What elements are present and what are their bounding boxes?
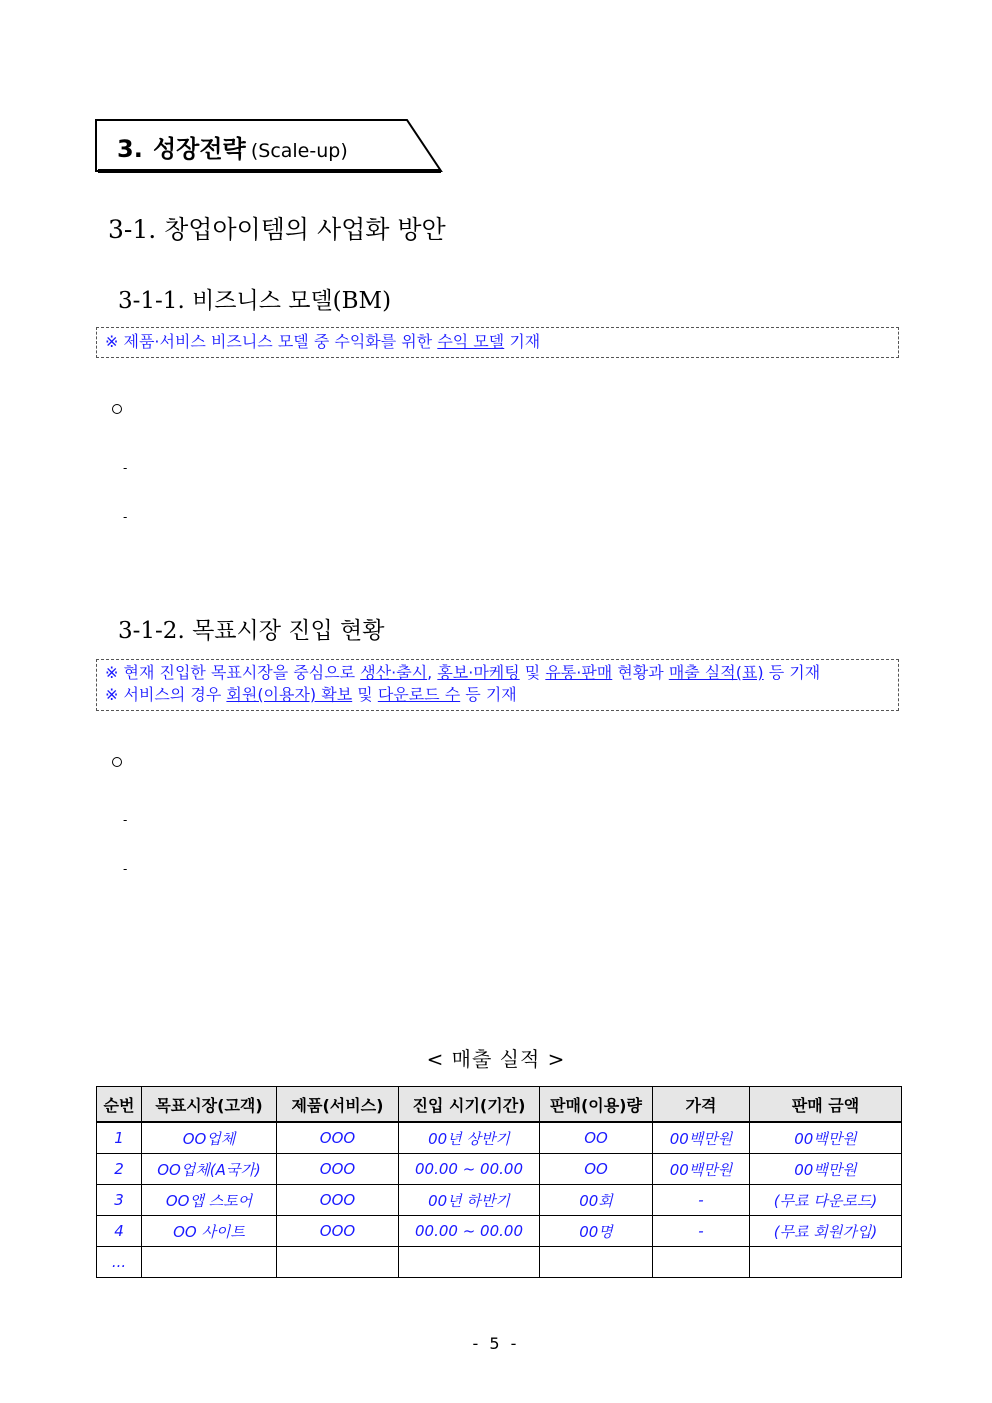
section-number: 3. bbox=[117, 135, 143, 163]
table-cell: 4 bbox=[97, 1216, 142, 1247]
section-header bbox=[95, 119, 445, 173]
sales-table bbox=[96, 1086, 902, 1278]
table-cell: 3 bbox=[97, 1185, 142, 1216]
guide-box-business-model bbox=[96, 327, 899, 358]
dash-bullet: - bbox=[123, 813, 128, 827]
guide-text: 현황과 bbox=[612, 663, 669, 682]
guide-text: 등 기재 bbox=[763, 663, 821, 682]
table-row bbox=[97, 1122, 902, 1154]
heading-3-1-2: 3-1-2. 목표시장 진입 현황 bbox=[118, 618, 385, 644]
guide-underlined-text: 유통·판매 bbox=[545, 663, 613, 682]
table-cell: 00명 bbox=[540, 1216, 653, 1247]
header-cell: 제품(서비스) bbox=[277, 1087, 399, 1123]
guide-underlined-text: 회원(이용자) 확보 bbox=[226, 685, 353, 704]
table-cell: OO bbox=[540, 1122, 653, 1154]
table-cell bbox=[653, 1247, 750, 1278]
dash-bullet: - bbox=[123, 461, 128, 475]
table-cell bbox=[399, 1247, 540, 1278]
header-cell: 판매(이용)량 bbox=[540, 1087, 653, 1123]
guide-text: 등 기재 bbox=[460, 685, 517, 704]
circle-bullet-icon bbox=[112, 757, 122, 767]
table-cell bbox=[750, 1247, 902, 1278]
guide-text: , bbox=[427, 663, 438, 682]
table-cell: 00회 bbox=[540, 1185, 653, 1216]
table-cell: 00.00 ~ 00.00 bbox=[399, 1154, 540, 1185]
header-cell: 가격 bbox=[653, 1087, 750, 1123]
table-cell bbox=[277, 1247, 399, 1278]
page-number: - 5 - bbox=[472, 1334, 520, 1353]
table-cell bbox=[142, 1247, 277, 1278]
table-cell: OOO bbox=[277, 1154, 399, 1185]
table-cell bbox=[540, 1247, 653, 1278]
header-cell: 판매 금액 bbox=[750, 1087, 902, 1123]
guide-underlined-text: 다운로드 수 bbox=[377, 685, 461, 704]
guide-text: ※ 서비스의 경우 bbox=[105, 685, 227, 704]
table-cell: (무료 회원가입) bbox=[750, 1216, 902, 1247]
table-cell: 00.00 ~ 00.00 bbox=[399, 1216, 540, 1247]
guide-line bbox=[105, 684, 890, 706]
table-cell: 00백만원 bbox=[653, 1122, 750, 1154]
dash-bullet: - bbox=[123, 862, 128, 876]
guide-text: 및 bbox=[352, 685, 378, 704]
header-cell: 진입 시기(기간) bbox=[399, 1087, 540, 1123]
table-cell: OOO bbox=[277, 1216, 399, 1247]
table-cell: OO업체(A국가) bbox=[142, 1154, 277, 1185]
table-cell: ... bbox=[97, 1247, 142, 1278]
table-cell: OO앱 스토어 bbox=[142, 1185, 277, 1216]
table-cell: 00년 하반기 bbox=[399, 1185, 540, 1216]
guide-text: 및 bbox=[519, 663, 546, 682]
guide-text: ※ 현재 진입한 목표시장을 중심으로 bbox=[105, 663, 361, 682]
table-cell: 00백만원 bbox=[653, 1154, 750, 1185]
table-cell: OO bbox=[540, 1154, 653, 1185]
dash-bullet: - bbox=[123, 510, 128, 524]
table-cell: 1 bbox=[97, 1122, 142, 1154]
table-cell: 2 bbox=[97, 1154, 142, 1185]
table-cell: OO 사이트 bbox=[142, 1216, 277, 1247]
table-cell: 00년 상반기 bbox=[399, 1122, 540, 1154]
guide-text: ※ 제품·서비스 비즈니스 모델 중 수익화를 위한 bbox=[105, 332, 438, 351]
table-row bbox=[97, 1216, 902, 1247]
guide-underlined-text: 홍보·마케팅 bbox=[437, 663, 520, 682]
table-caption: < 매출 실적 > bbox=[426, 1047, 566, 1071]
guide-box-market-entry bbox=[96, 659, 899, 711]
header-cell: 목표시장(고객) bbox=[142, 1087, 277, 1123]
table-row bbox=[97, 1247, 902, 1278]
heading-3-1-1: 3-1-1. 비즈니스 모델(BM) bbox=[118, 288, 392, 314]
table-row bbox=[97, 1154, 902, 1185]
table-cell: 00백만원 bbox=[750, 1122, 902, 1154]
table-cell: - bbox=[653, 1216, 750, 1247]
table-cell: (무료 다운로드) bbox=[750, 1185, 902, 1216]
table-header-row bbox=[97, 1087, 902, 1123]
table-cell: OOO bbox=[277, 1122, 399, 1154]
guide-underlined-text: 생산·출시 bbox=[360, 663, 428, 682]
table-row bbox=[97, 1185, 902, 1216]
circle-bullet-icon bbox=[112, 404, 122, 414]
guide-underlined-text: 매출 실적(표) bbox=[668, 663, 764, 682]
table-cell: 00백만원 bbox=[750, 1154, 902, 1185]
guide-underlined-text: 수익 모델 bbox=[437, 332, 505, 351]
heading-3-1: 3-1. 창업아이템의 사업화 방안 bbox=[108, 215, 446, 244]
table-cell: OO업체 bbox=[142, 1122, 277, 1154]
section-title: 성장전략 bbox=[153, 135, 246, 163]
table-cell: OOO bbox=[277, 1185, 399, 1216]
guide-line bbox=[105, 662, 890, 684]
table-cell: - bbox=[653, 1185, 750, 1216]
header-cell: 순번 bbox=[97, 1087, 142, 1123]
section-subtitle: (Scale-up) bbox=[250, 140, 348, 162]
guide-text: 기재 bbox=[504, 332, 541, 351]
